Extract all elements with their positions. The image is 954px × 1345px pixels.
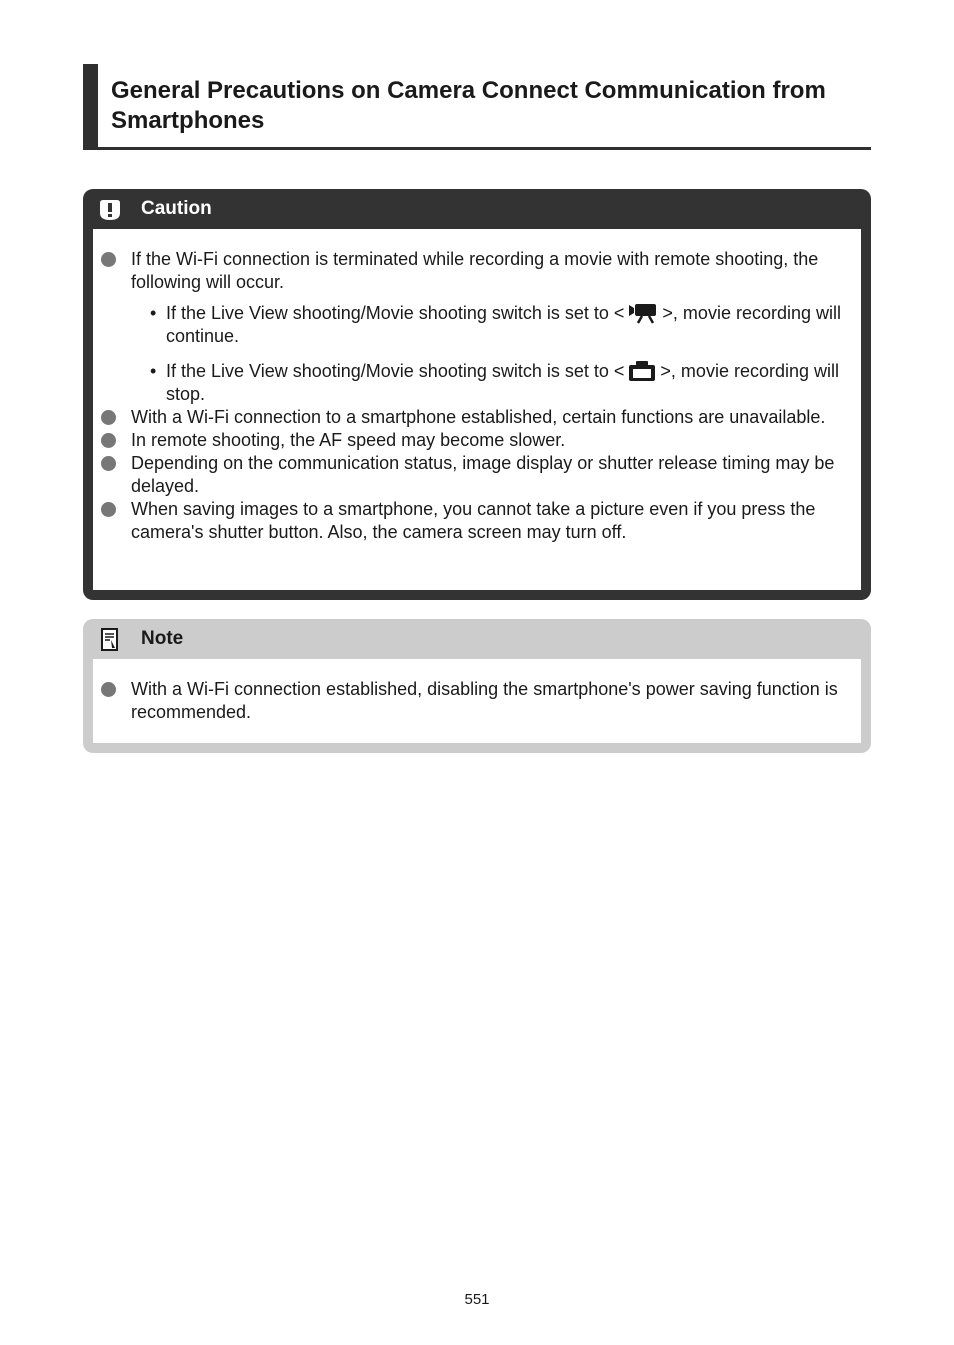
list-item-text: When saving images to a smartphone, you cannot take a picture even if you press the camera's shutter button. Also, the camera screen may turn off. [131,499,816,542]
list-item [93,406,861,429]
movie-camera-icon [628,302,658,324]
list-item-text: In remote shooting, the AF speed may become slower. [131,430,566,450]
bullet-icon [101,682,116,697]
section-heading [83,64,871,150]
sub-bullet: • [150,361,157,381]
note-box [83,619,871,753]
note-icon [99,628,121,652]
list-item-text: With a Wi-Fi connection established, disabling the smartphone's power saving function is recommended. [131,679,838,722]
sub-list-item [93,360,861,406]
sub-item-text-end: >, movie recording will continue. [166,303,841,346]
list-item [93,248,861,294]
note-title: Note [141,628,184,649]
bullet-icon [101,410,116,425]
caution-header [93,189,861,229]
page-number: 551 [464,1291,490,1308]
note-header [93,619,861,659]
list-item [93,678,861,724]
sub-item-text-start: If the Live View shooting/Movie shooting switch is set to < [166,303,625,323]
list-item-text: If the Wi-Fi connection is terminated while recording a movie with remote shooting, the following will occur. [131,249,819,292]
list-item-text: With a Wi-Fi connection to a smartphone established, certain functions are unavailable. [131,407,826,427]
sub-item-text-start: If the Live View shooting/Movie shooting switch is set to < [166,361,625,381]
bullet-icon [101,456,116,471]
caution-box [83,189,871,600]
caution-title: Caution [141,198,212,219]
sub-item-text-end: >, movie recording will stop. [166,361,839,404]
caution-icon [99,198,121,222]
sub-bullet: • [150,303,157,323]
sub-list-item [93,302,861,348]
page-title: General Precautions on Camera Connect Communication from Smartphones [111,77,826,134]
still-camera-icon [628,360,656,382]
note-body [93,659,861,743]
caution-body [93,229,861,590]
list-item [93,452,861,498]
heading-accent-bar [83,64,98,148]
bullet-icon [101,433,116,448]
list-item [93,498,861,544]
bullet-icon [101,502,116,517]
list-item-text: Depending on the communication status, image display or shutter release timing may be delayed. [131,453,835,496]
list-item [93,429,861,452]
bullet-icon [101,252,116,267]
